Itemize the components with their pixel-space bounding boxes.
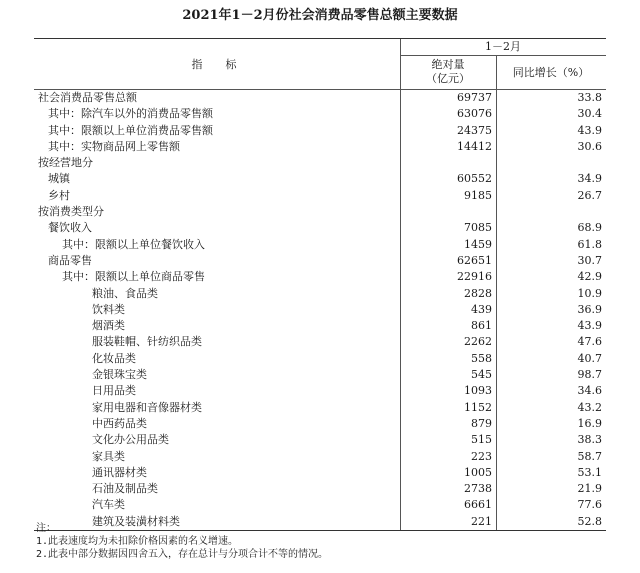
- row-label: 粮油、食品类: [92, 286, 158, 300]
- row-label: 日用品类: [92, 384, 136, 398]
- row-yoy-value: 77.6: [577, 498, 602, 512]
- row-absolute-value: 439: [471, 302, 492, 316]
- row-absolute-value: 223: [471, 449, 492, 463]
- table-row: [34, 237, 606, 253]
- row-label: 按消费类型分: [38, 205, 104, 219]
- row-absolute-value: 24375: [457, 123, 492, 137]
- row-label: 服装鞋帽、针纺织品类: [92, 335, 202, 349]
- table-row: [34, 432, 606, 448]
- row-label: 按经营地分: [38, 156, 93, 170]
- row-label: 其中：限额以上单位商品零售: [62, 270, 205, 284]
- row-label: 烟酒类: [92, 319, 125, 333]
- row-label: 其中：除汽车以外的消费品零售额: [48, 107, 213, 121]
- table-row: [34, 90, 606, 106]
- table-row: [34, 123, 606, 139]
- row-yoy-value: 30.7: [577, 253, 602, 267]
- table-row: [34, 383, 606, 399]
- row-yoy-value: 16.9: [577, 416, 602, 430]
- row-yoy-value: 10.9: [577, 286, 602, 300]
- row-absolute-value: 6661: [464, 498, 492, 512]
- row-yoy-value: 58.7: [577, 449, 602, 463]
- row-yoy-value: 98.7: [577, 368, 602, 382]
- row-absolute-value: 14412: [457, 139, 492, 153]
- notes: [36, 522, 616, 561]
- row-absolute-value: 2828: [464, 286, 492, 300]
- row-absolute-value: 2738: [464, 482, 492, 496]
- row-yoy-value: 34.9: [577, 172, 602, 186]
- header-indicator: 指 标: [191, 58, 243, 71]
- row-label: 建筑及装潢材料类: [92, 514, 180, 528]
- row-yoy-value: 42.9: [577, 270, 602, 284]
- table-row: [34, 286, 606, 302]
- row-yoy-value: 68.9: [577, 221, 602, 235]
- row-label: 家具类: [92, 449, 125, 463]
- row-label: 金银珠宝类: [92, 368, 147, 382]
- table-row: [34, 416, 606, 432]
- row-label: 乡村: [48, 188, 70, 202]
- table-row: [34, 269, 606, 285]
- table-row: [34, 497, 606, 513]
- row-yoy-value: 52.8: [577, 514, 602, 528]
- row-label: 社会消费品零售总额: [38, 91, 137, 104]
- table-header: [34, 39, 606, 90]
- row-yoy-value: 30.4: [577, 107, 602, 121]
- table-row: [34, 367, 606, 383]
- row-label: 汽车类: [92, 498, 125, 512]
- row-absolute-value: 7085: [464, 221, 492, 235]
- row-absolute-value: 861: [471, 319, 492, 333]
- row-absolute-value: 9185: [464, 188, 492, 202]
- table-row: [34, 465, 606, 481]
- table-row: [34, 188, 606, 204]
- table-row: [34, 449, 606, 465]
- header-absolute-line2: （亿元）: [426, 72, 470, 85]
- table-row: [34, 204, 606, 220]
- row-label: 文化办公用品类: [92, 433, 169, 447]
- table-row: [34, 334, 606, 350]
- row-yoy-value: 43.9: [577, 319, 602, 333]
- row-absolute-value: 221: [471, 514, 492, 528]
- notes-heading: 注：: [36, 523, 56, 534]
- row-yoy-value: 33.8: [577, 91, 602, 104]
- row-label: 家用电器和音像器材类: [92, 400, 202, 414]
- row-absolute-value: 22916: [457, 270, 492, 284]
- row-absolute-value: 1093: [464, 384, 492, 398]
- row-yoy-value: 40.7: [577, 351, 602, 365]
- row-absolute-value: 515: [471, 433, 492, 447]
- row-absolute-value: 1005: [464, 465, 492, 479]
- row-absolute-value: 60552: [457, 172, 492, 186]
- table-row: [34, 253, 606, 269]
- row-absolute-value: 1152: [464, 400, 492, 414]
- row-absolute-value: 558: [471, 351, 492, 365]
- table-row: [34, 155, 606, 171]
- row-label: 城镇: [48, 172, 70, 186]
- row-absolute-value: 879: [471, 416, 492, 430]
- row-label: 餐饮收入: [48, 221, 92, 235]
- row-label: 通讯器材类: [92, 465, 147, 479]
- row-absolute-value: 1459: [464, 237, 492, 251]
- note-1: 1.此表速度均为未扣除价格因素的名义增速。: [36, 536, 239, 547]
- row-yoy-value: 53.1: [577, 465, 602, 479]
- row-label: 饮料类: [92, 302, 125, 316]
- row-label: 其中：实物商品网上零售额: [48, 139, 180, 153]
- header-yoy: 同比增长（%）: [512, 66, 590, 79]
- row-absolute-value: 2262: [464, 335, 492, 349]
- row-label: 石油及制品类: [92, 482, 158, 496]
- page-title: 2021年1－2月份社会消费品零售总额主要数据: [182, 8, 458, 23]
- row-label: 商品零售: [48, 253, 92, 267]
- row-label: 化妆品类: [92, 351, 136, 365]
- table-row: [34, 318, 606, 334]
- header-period: 1－2月: [400, 39, 606, 56]
- header-absolute: [400, 56, 496, 89]
- row-absolute-value: 545: [471, 368, 492, 382]
- row-label: 其中：限额以上单位餐饮收入: [62, 237, 205, 251]
- row-yoy-value: 43.9: [577, 123, 602, 137]
- table-row: [34, 400, 606, 416]
- row-absolute-value: 63076: [457, 107, 492, 121]
- row-yoy-value: 30.6: [577, 139, 602, 153]
- row-label: 其中：限额以上单位消费品零售额: [48, 123, 213, 137]
- row-yoy-value: 34.6: [577, 384, 602, 398]
- note-2: 2.此表中部分数据因四舍五入，存在总计与分项合计不等的情况。: [36, 549, 329, 560]
- table-row: [34, 302, 606, 318]
- table-row: [34, 351, 606, 367]
- row-yoy-value: 61.8: [577, 237, 602, 251]
- row-yoy-value: 36.9: [577, 302, 602, 316]
- row-absolute-value: 69737: [457, 91, 492, 104]
- data-table: [34, 38, 606, 531]
- row-label: 中西药品类: [92, 416, 147, 430]
- table-body: [34, 90, 606, 530]
- table-row: [34, 106, 606, 122]
- table-row: [34, 481, 606, 497]
- header-absolute-line1: 绝对量: [431, 58, 465, 71]
- row-yoy-value: 21.9: [577, 482, 602, 496]
- row-yoy-value: 26.7: [577, 188, 602, 202]
- table-row: [34, 220, 606, 236]
- table-row: [34, 139, 606, 155]
- table-row: [34, 171, 606, 187]
- row-yoy-value: 43.2: [577, 400, 602, 414]
- row-absolute-value: 62651: [457, 253, 492, 267]
- row-yoy-value: 38.3: [577, 433, 602, 447]
- row-yoy-value: 47.6: [577, 335, 602, 349]
